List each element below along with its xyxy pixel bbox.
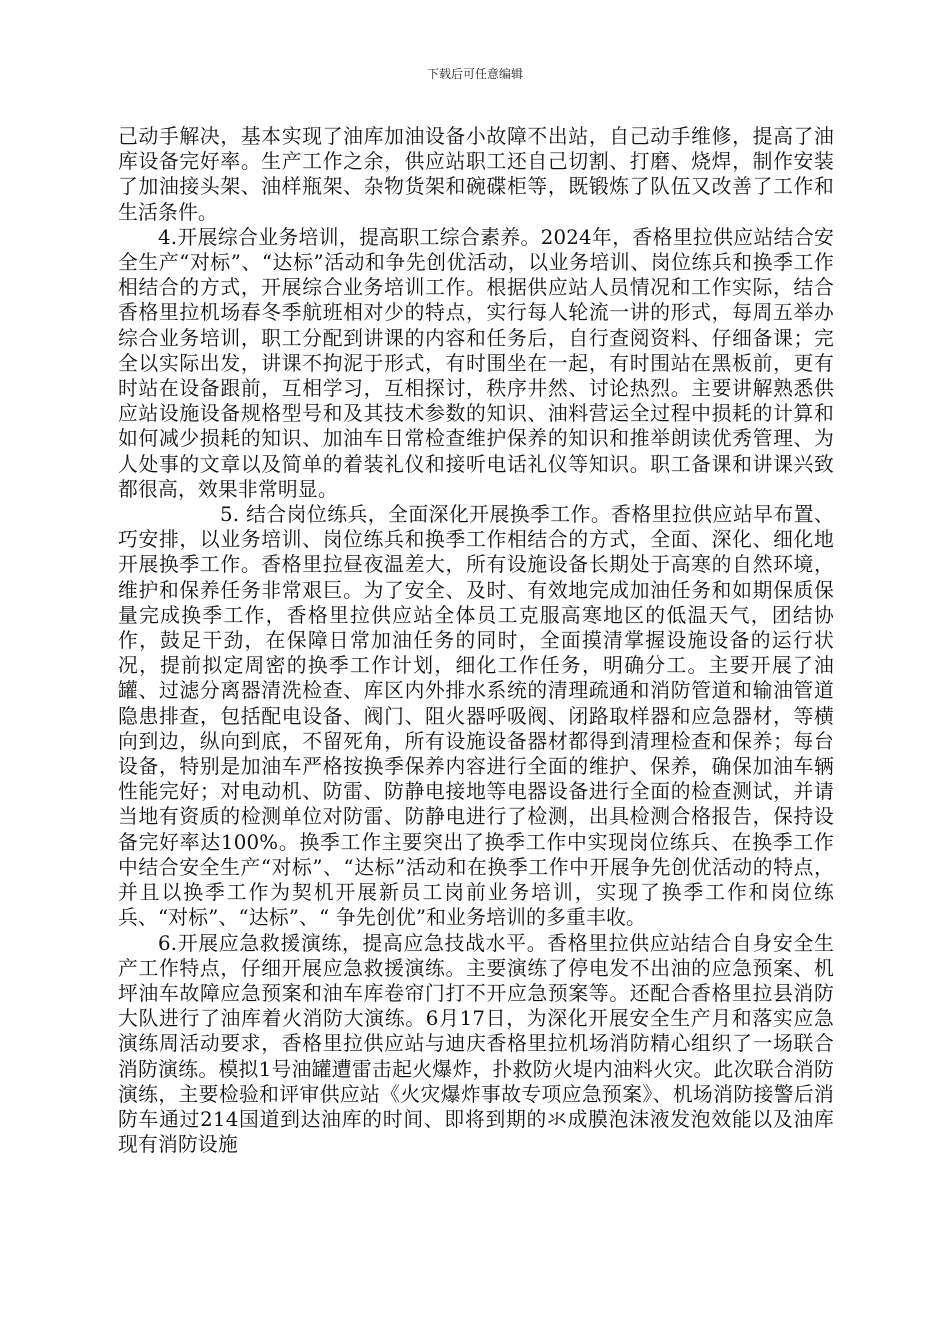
paragraph-item-4-training: 4.开展综合业务培训，提高职工综合素养。2024年，香格里拉供应站结合安全生产“对标”、“达标”活动和争先创优活动，以业务培训、岗位练兵和换季工作相结合的方式，开展综合业务培训工作。根据供应站人员情况和工作实际，结合香格里拉机场春冬季航班相对少的特点，实行每人轮流一讲的形式，每周五举办综合业务培训，职工分配到讲课的内容和任务后，自行查阅资料、仔细备课；完全以实际出发，讲课不拘泥于形式，有时围坐在一起，有时围站在黑板前，更有时站在设备跟前，互相学习，互相探讨，秩序井然、讨论热烈。主要讲解熟悉供应站设施设备规格型号和及其技术参数的知识、油料营运全过程中损耗的计算和如何减少损耗的知识、加油车日常检查维护保养的知识和推举朗读优秀管理、为人处事的文章以及简单的着装礼仪和接听电话礼仪等知识。职工备课和讲课兴致都很高，效果非常明显。 xyxy=(118,225,834,501)
paragraph-item-5-season-change: 5. 结合岗位练兵，全面深化开展换季工作。香格里拉供应站早布置、巧安排，以业务培训、岗位练兵和换季工作相结合的方式，全面、深化、细化地开展换季工作。香格里拉昼夜温差大，所有设施设备长期处于高寒的自然环境，维护和保养任务非常艰巨。为了安全、及时、有效地完成加油任务和如期保质保量完成换季工作，香格里拉供应站全体员工克服高寒地区的低温天气，团结协作，鼓足干劲，在保障日常加油任务的同时，全面摸清掌握设施设备的运行状况，提前拟定周密的换季工作计划，细化工作任务，明确分工。主要开展了油罐、过滤分离器清洗检查、库区内外排水系统的清理疏通和消防管道和输油管道隐患排查，包括配电设备、阀门、阻火器呼吸阀、闭路取样器和应急器材，等横向到边，纵向到底，不留死角，所有设施设备器材都得到清理检查和保养；每台设备，特别是加油车严格按换季保养内容进行全面的维护、保养，确保加油车辆性能完好；对电动机、防雷、防静电接地等电器设备进行全面的检查测试，并请当地有资质的检测单位对防雷、防静电进行了检测，出具检测合格报告，保持设备完好率达100%。换季工作主要突出了换季工作中实现岗位练兵、在换季工作中结合安全生产“对标”、“达标”活动和在换季工作中开展争先创优活动的特点，并且以换季工作为契机开展新员工岗前业务培训，实现了换季工作和岗位练兵、“对标”、“达标”、“ 争先创优”和业务培训的多重丰收。 xyxy=(118,503,834,930)
paragraph-item-6-emergency-drill: 6.开展应急救援演练，提高应急技战水平。香格里拉供应站结合自身安全生产工作特点，仔细开展应急救援演练。主要演练了停电发不出油的应急预案、机坪油车故障应急预案和油车库卷帘门打不开应急预案等。还配合香格里拉县消防大队进行了油库着火消防大演练。6月17日，为深化开展安全生产月和落实应急演练周活动要求，香格里拉供应站与迪庆香格里拉机场消防精心组织了一场联合消防演练。模拟1号油罐遭雷击起火爆炸，扑救防火堤内油料火灾。此次联合消防演练，主要检验和评审供应站《火灾爆炸事故专项应急预案》、机场消防接警后消防车通过214国道到达油库的时间、即将到期的氺成膜泡沫液发泡效能以及油库现有消防设施 xyxy=(118,931,834,1157)
document-body xyxy=(118,124,834,1157)
paragraph-continuation: 己动手解决，基本实现了油库加油设备小故障不出站，自己动手维修，提高了油库设备完好率。生产工作之余，供应站职工还自己切割、打磨、烧焊，制作安装了加油接头架、油样瓶架、杂物货架和碗碟柜等，既锻炼了队伍又改善了工作和生活条件。 xyxy=(118,125,834,224)
page-header: 下载后可任意编辑 xyxy=(426,67,523,81)
